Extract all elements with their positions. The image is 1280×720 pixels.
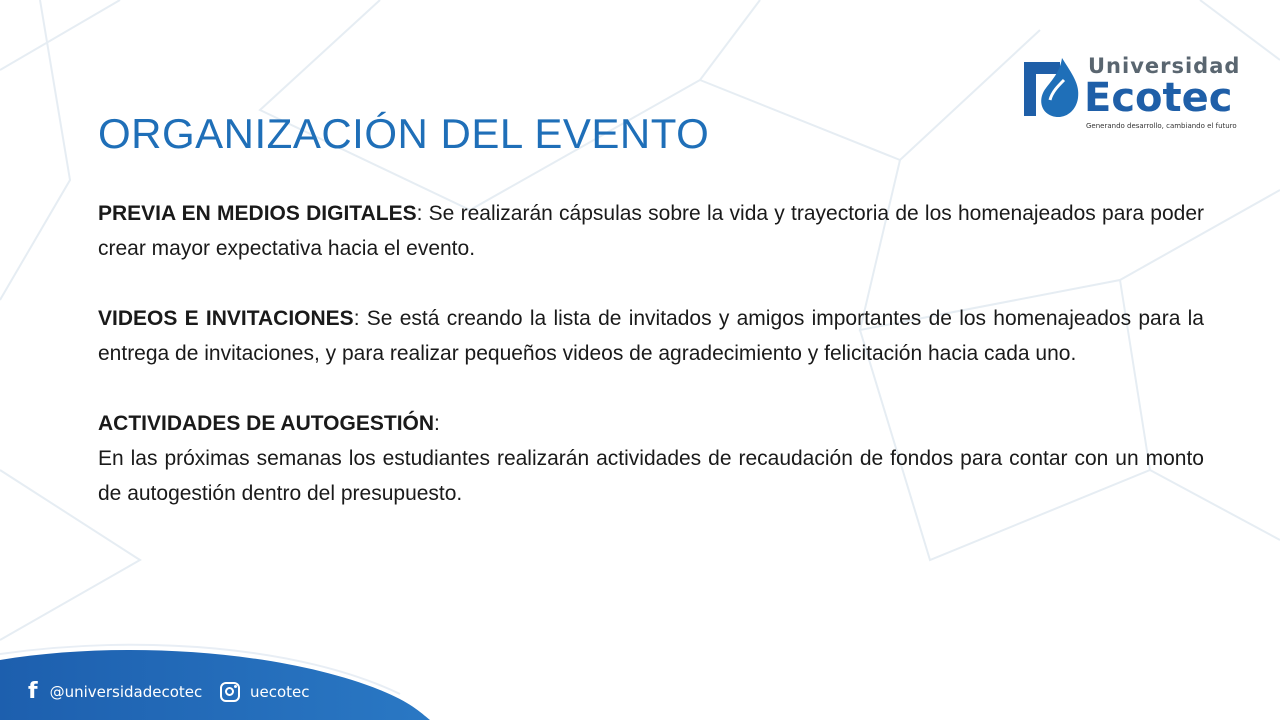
section-videos bbox=[98, 301, 1204, 371]
section-previa bbox=[98, 196, 1204, 266]
section-heading: VIDEOS E INVITACIONES bbox=[98, 307, 354, 330]
ecotec-emblem-icon bbox=[1020, 54, 1082, 124]
section-heading: ACTIVIDADES DE AUTOGESTIÓN bbox=[98, 412, 435, 435]
slide-content bbox=[98, 196, 1204, 511]
logo-word-universidad: Universidad bbox=[1088, 54, 1241, 78]
footer-wave bbox=[0, 620, 1280, 720]
instagram-handle: uecotec bbox=[250, 683, 310, 701]
section-heading-suffix: : bbox=[434, 412, 440, 435]
section-heading: PREVIA EN MEDIOS DIGITALES bbox=[98, 202, 417, 225]
instagram-link[interactable] bbox=[220, 680, 310, 704]
logo-tagline: Generando desarrollo, cambiando el futuro bbox=[1086, 122, 1237, 130]
section-autogestion-text: En las próximas semanas los estudiantes realizarán actividades de recaudación de fondos para contar con un monto de autogestión dentro del presupuesto. bbox=[98, 447, 1204, 505]
section-text: : Se está creando la lista de invitados y amigos importantes de los homenajeados para la entrega de invitaciones, y para realizar pequeños videos de agradecimiento y felicitación hacia cada uno. bbox=[98, 307, 1204, 365]
slide-title: ORGANIZACIÓN DEL EVENTO bbox=[98, 110, 710, 157]
facebook-link[interactable] bbox=[28, 680, 202, 704]
university-logo bbox=[1020, 48, 1250, 138]
logo-word-ecotec: Ecotec bbox=[1084, 75, 1233, 121]
facebook-handle: @universidadecotec bbox=[49, 683, 203, 701]
instagram-icon bbox=[220, 682, 240, 702]
facebook-icon: f bbox=[28, 679, 38, 704]
section-autogestion-heading bbox=[98, 406, 1204, 441]
section-text: : Se realizarán cápsulas sobre la vida y trayectoria de los homenajeados para poder crear mayor expectativa hacia el evento. bbox=[98, 202, 1204, 260]
